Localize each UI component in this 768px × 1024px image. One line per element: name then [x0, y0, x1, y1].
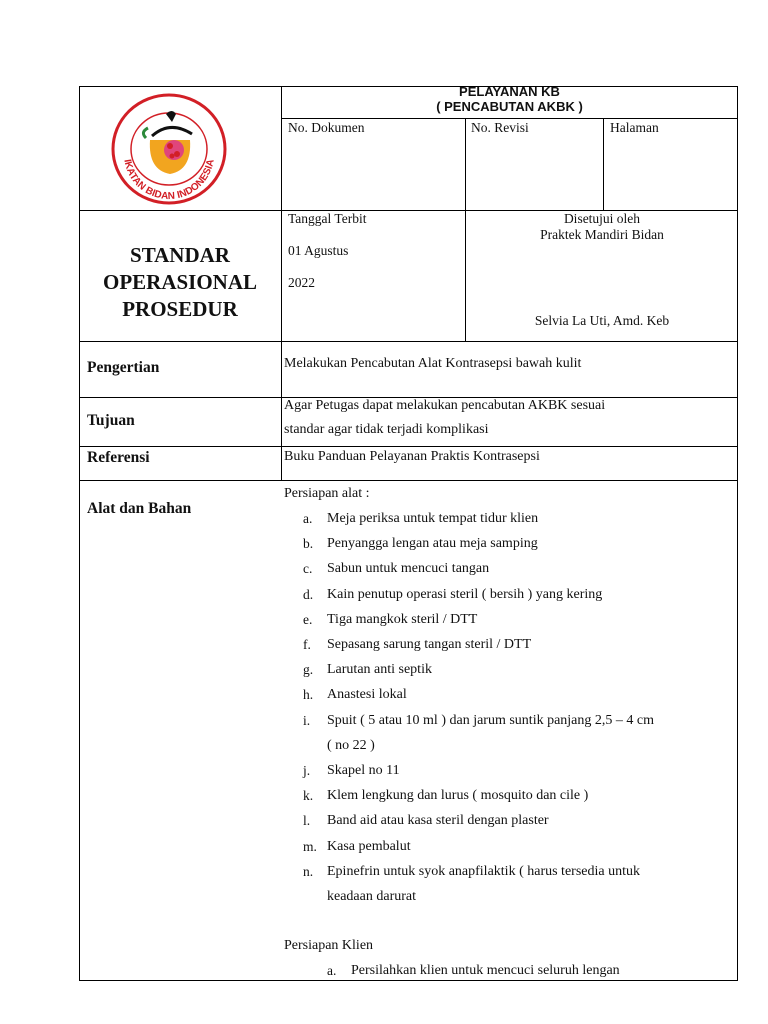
alat-bahan-label: Alat dan Bahan	[87, 500, 192, 517]
list-item-text: Anastesi lokal	[327, 687, 407, 703]
list-item-letter: e.	[303, 611, 313, 627]
doc-title-line1: PELAYANAN KB	[459, 84, 560, 99]
tanggal-terbit-label: Tanggal Terbit	[288, 211, 367, 226]
pengertian-label: Pengertian	[87, 359, 160, 376]
sop-title-line3: PROSEDUR	[122, 297, 238, 321]
list-item-text: Sabun untuk mencuci tangan	[327, 561, 490, 577]
persiapan-klien-heading: Persiapan Klien	[284, 938, 374, 953]
list-item-letter: l.	[303, 813, 311, 829]
list-item-text: Larutan anti septik	[327, 662, 432, 678]
signatory-name: Selvia La Uti, Amd. Keb	[534, 313, 670, 328]
sop-title-line2: OPERASIONAL	[102, 270, 258, 294]
list-item-text: Spuit ( 5 atau 10 ml ) dan jarum suntik panjang 2,5 – 4 cm	[327, 712, 655, 728]
pengertian-text: Melakukan Pencabutan Alat Kontrasepsi bawah kulit	[284, 356, 582, 371]
no-dokumen-label: No. Dokumen	[288, 120, 365, 135]
disetujui-label: Disetujui oleh	[563, 211, 641, 226]
list-item-letter: a.	[327, 963, 337, 978]
disetujui-org: Praktek Mandiri Bidan	[540, 227, 664, 242]
list-item-text: Skapel no 11	[327, 763, 400, 778]
tujuan-text-1: Agar Petugas dapat melakukan pencabutan AKBK sesuai	[284, 398, 606, 413]
list-item-text: ( no 22 )	[327, 737, 375, 753]
list-item-letter: k.	[303, 788, 314, 804]
list-item-text: Band aid atau kasa steril dengan plaster	[327, 813, 549, 829]
list-item-text: keadaan darurat	[327, 889, 416, 904]
tanggal-terbit-value-1: 01 Agustus	[288, 243, 349, 258]
list-item-text: Kasa pembalut	[327, 838, 411, 854]
list-item-letter: n.	[303, 863, 314, 879]
list-item-letter: j.	[303, 763, 311, 778]
referensi-label: Referensi	[87, 449, 150, 466]
doc-title-line2: ( PENCABUTAN AKBK )	[436, 99, 583, 114]
tanggal-terbit-value-2: 2022	[288, 275, 315, 290]
persiapan-alat-heading: Persiapan alat :	[284, 486, 370, 501]
list-item-letter: m.	[303, 838, 317, 854]
list-item-text: Klem lengkung dan lurus ( mosquito dan cile )	[327, 788, 589, 804]
list-item-letter: b.	[303, 536, 314, 552]
list-item-text: Penyangga lengan atau meja samping	[327, 536, 538, 552]
ibi-logo	[110, 92, 228, 206]
tujuan-label: Tujuan	[87, 412, 135, 429]
sop-title	[79, 242, 281, 323]
list-item-text: Sepasang sarung tangan steril / DTT	[327, 637, 532, 652]
list-item-text: Kain penutup operasi steril ( bersih ) yang kering	[327, 586, 603, 602]
list-item-text: Meja periksa untuk tempat tidur klien	[327, 511, 539, 526]
list-item-letter: f.	[303, 637, 311, 652]
list-item-letter: g.	[303, 662, 314, 678]
referensi-text: Buku Panduan Pelayanan Praktis Kontrasepsi	[284, 449, 540, 464]
list-item-text: Epinefrin untuk syok anapfilaktik ( harus tersedia untuk	[327, 863, 640, 879]
list-item-letter: d.	[303, 586, 314, 602]
no-revisi-label: No. Revisi	[471, 120, 529, 135]
halaman-label: Halaman	[610, 120, 659, 135]
list-item-letter: i.	[303, 712, 311, 728]
list-item-letter: h.	[303, 687, 314, 703]
logo-text: IKATAN BIDAN INDONESIA	[121, 158, 217, 203]
tujuan-text-2: standar agar tidak terjadi komplikasi	[284, 422, 489, 437]
list-item-text: Tiga mangkok steril / DTT	[327, 611, 478, 627]
list-item-text: Persilahkan klien untuk mencuci seluruh lengan	[351, 963, 620, 978]
list-item-letter: a.	[303, 511, 313, 526]
list-item-letter: c.	[303, 561, 313, 577]
sop-title-line1: STANDAR	[130, 243, 230, 267]
